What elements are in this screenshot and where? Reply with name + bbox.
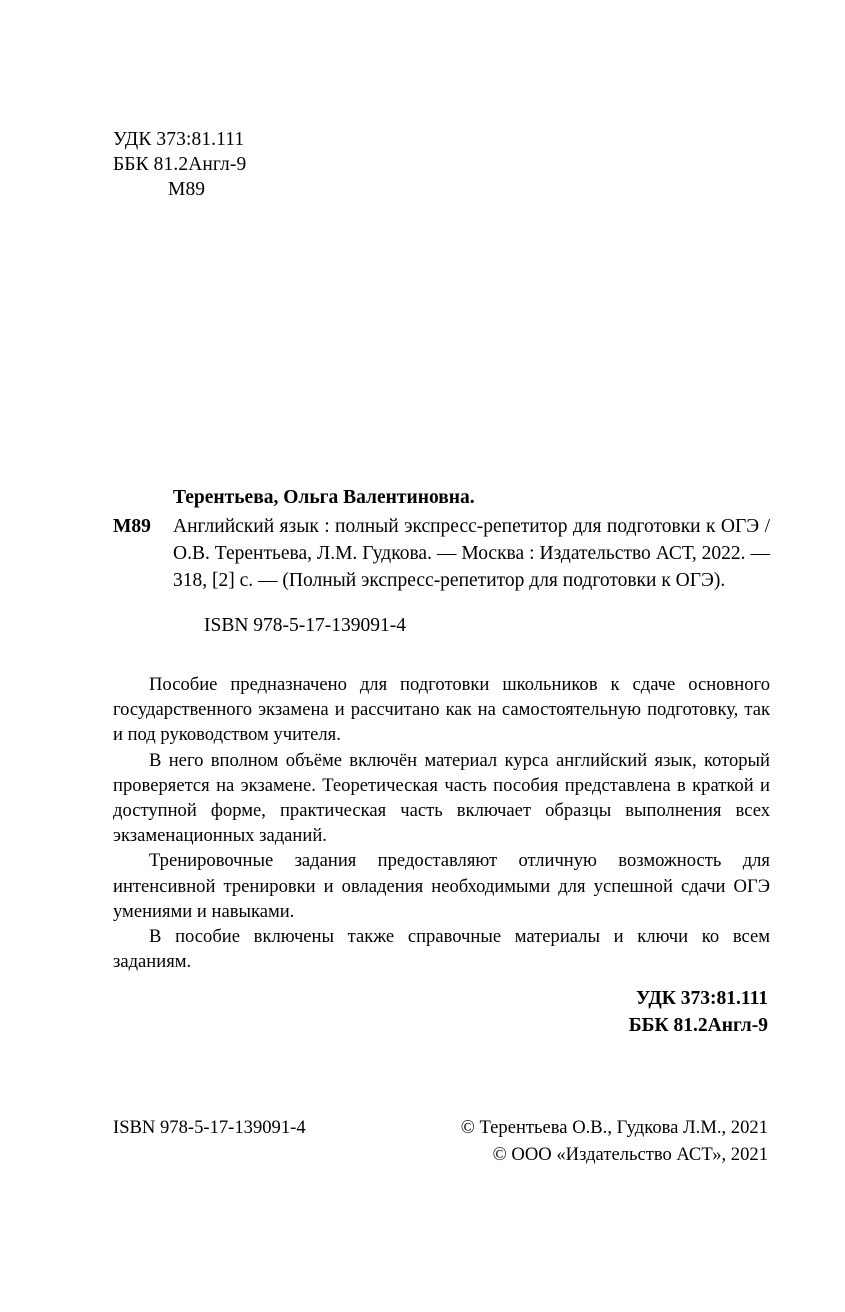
classification-repeat-block (629, 985, 768, 1039)
annotation-paragraph-3: Тренировочные задания предоставляют отличную возможность для интенсивной тренировки и овладения необходимыми для успешной сдачи ОГЭ умениями и навыками. (113, 850, 770, 922)
shelf-code: М89 (168, 179, 206, 200)
bibliographic-record (113, 484, 770, 639)
bbk-code: ББК 81.2Англ-9 (113, 154, 247, 175)
bbk-code-repeat: ББК 81.2Англ-9 (628, 1015, 768, 1036)
isbn-main: ISBN 978-5-17-139091-4 (204, 615, 407, 636)
copyright-block (461, 1115, 768, 1168)
author-name: Терентьева, Ольга Валентиновна. (173, 487, 475, 508)
annotation-paragraph-4: В пособие включены также справочные материалы и ключи ко всем заданиям. (113, 926, 770, 973)
page-footer (113, 1115, 768, 1168)
udk-code-repeat: УДК 373:81.111 (636, 988, 768, 1009)
classification-block (113, 127, 246, 202)
bibliographic-description (113, 513, 770, 594)
copyright-authors: © Терентьева О.В., Гудкова Л.М., 2021 (460, 1117, 768, 1138)
isbn-footer: ISBN 978-5-17-139091-4 (113, 1117, 306, 1138)
udk-code: УДК 373:81.111 (113, 129, 245, 150)
copyright-publisher: © ООО «Издательство АСТ», 2021 (492, 1144, 768, 1165)
annotation-paragraph-1: Пособие предназначено для подготовки школьников к сдаче основного государственного экзамена и рассчитано как на самостоятельную подготовку, так и под руководством учителя. (113, 674, 770, 746)
annotation-text (113, 672, 770, 974)
record-description: Английский язык : полный экспресс-репетитор для подготовки к ОГЭ / О.В. Терентьева, Л.М. Гудкова. — Москва : Издательство АСТ, 2022. — 318, [2] с. — (Полный экспресс-репетитор для подготовки к ОГЭ). (173, 516, 770, 591)
record-shelf-code: М89 (113, 516, 151, 537)
annotation-paragraph-2: В него вполном объёме включён материал курса английский язык, который проверяется на экзамене. Теоретическая часть пособия представлена в краткой и доступной форме, практическая часть включает образцы выполнения всех экзаменационных заданий. (113, 749, 770, 847)
